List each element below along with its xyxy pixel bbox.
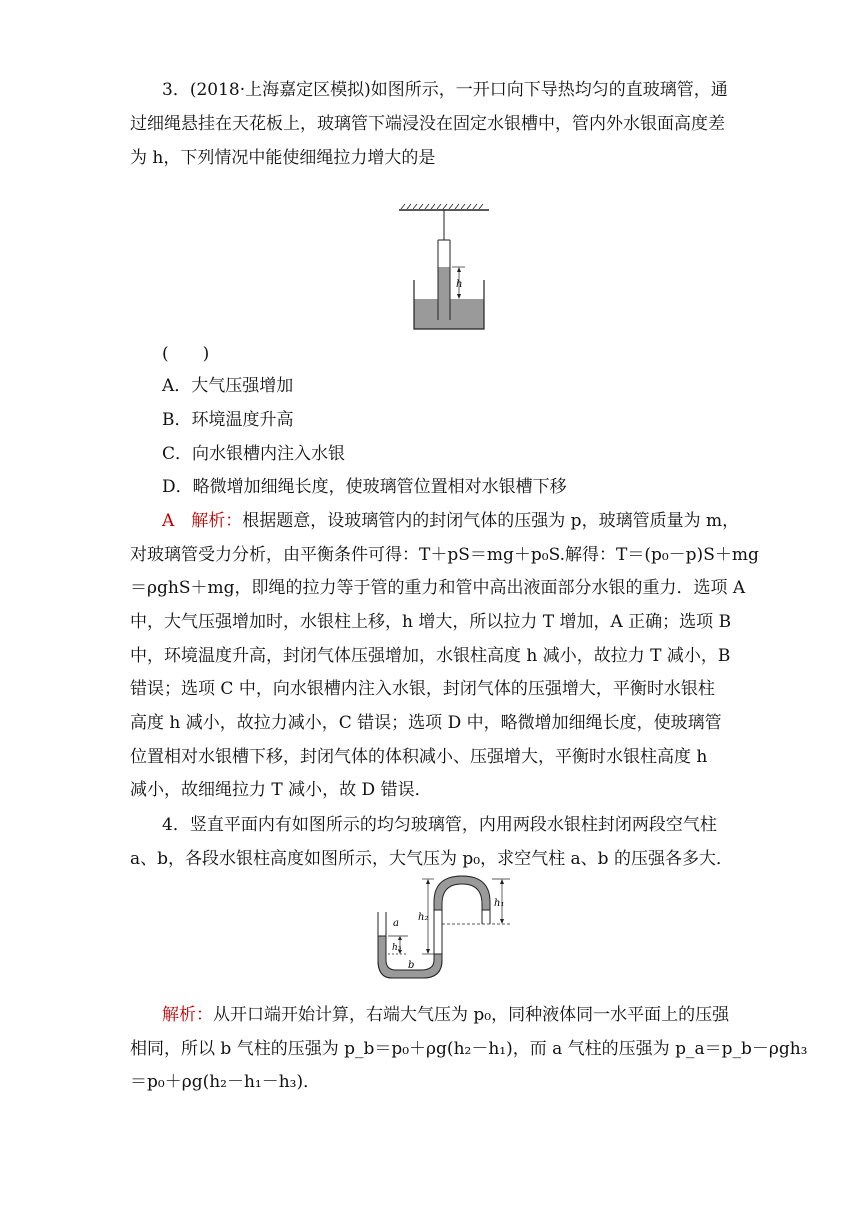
q3-line-1: 3．(2018·上海嘉定区模拟)如图所示，一开口向下导热均匀的直玻璃管，通 bbox=[162, 80, 728, 100]
q3-analysis-line-1 bbox=[162, 511, 739, 531]
q4-line-2: a、b，各段水银柱高度如图所示，大气压为 p₀，求空气柱 a、b 的压强各多大． bbox=[130, 849, 733, 869]
q3-analysis-line-6: 错误；选项 C 中，向水银槽内注入水银，封闭气体的压强增大，平衡时水银柱 bbox=[130, 679, 715, 699]
q3-option-c: C．向水银槽内注入水银 bbox=[162, 444, 346, 464]
q3-analysis-line-8: 位置相对水银槽下移，封闭气体的体积减小、压强增大，平衡时水银柱高度 h bbox=[130, 747, 708, 767]
q4-figure-a-label: a bbox=[393, 918, 399, 929]
q4-figure-b-label: b bbox=[408, 960, 415, 971]
q3-answer: A bbox=[162, 511, 175, 531]
q3-analysis-label: 解析： bbox=[191, 511, 243, 531]
q3-option-d: D．略微增加细绳长度，使玻璃管位置相对水银槽下移 bbox=[162, 477, 567, 497]
q3-figure-h-label: h bbox=[456, 279, 463, 290]
q4-figure-h2-label: h₂ bbox=[418, 912, 429, 923]
q4-analysis-line-1 bbox=[162, 1005, 729, 1025]
q4-analysis-text-1: 从开口端开始计算，右端大气压为 p₀，同种液体同一水平面上的压强 bbox=[213, 1005, 730, 1025]
q3-answer-paren: ( ) bbox=[162, 344, 210, 364]
q4-analysis-line-2: 相同，所以 b 气柱的压强为 p_b＝p₀＋ρg(h₂－h₁)，而 a 气柱的压强为 p_a＝p_b－ρgh₃ bbox=[130, 1039, 808, 1059]
q3-analysis-line-5: 中，环境温度升高，封闭气体压强增加，水银柱高度 h 减小，故拉力 T 减小，B bbox=[130, 646, 731, 666]
q4-analysis-line-3: ＝p₀＋ρg(h₂－h₁－h₃)． bbox=[130, 1072, 321, 1092]
q3-line-2: 过细绳悬挂在天花板上，玻璃管下端浸没在固定水银槽中，管内外水银面高度差 bbox=[130, 114, 725, 134]
q4-figure-h3-label: h₃ bbox=[392, 943, 402, 953]
q3-figure bbox=[395, 203, 495, 335]
q4-analysis-label: 解析： bbox=[162, 1005, 213, 1025]
q3-option-a: A．大气压强增加 bbox=[162, 376, 294, 396]
q3-analysis-line-4: 中，大气压强增加时，水银柱上移，h 增大，所以拉力 T 增加，A 正确；选项 B bbox=[130, 612, 732, 632]
q3-option-b: B．环境温度升高 bbox=[162, 410, 294, 430]
q3-line-3: 为 h，下列情况中能使细绳拉力增大的是 bbox=[130, 148, 436, 168]
q3-analysis-line-2: 对玻璃管受力分析，由平衡条件可得：T＋pS＝mg＋p₀S.解得：T＝(p₀－p)S＋mg bbox=[130, 545, 759, 565]
q4-figure bbox=[374, 874, 520, 984]
q3-analysis-line-9: 减小，故细绳拉力 T 减小，故 D 错误． bbox=[130, 780, 432, 800]
q3-analysis-line-3: ＝ρghS＋mg，即绳的拉力等于管的重力和管中高出液面部分水银的重力．选项 A bbox=[130, 578, 746, 598]
q3-analysis-text-1: 根据题意，设玻璃管内的封闭气体的压强为 p，玻璃管质量为 m， bbox=[242, 511, 740, 531]
q3-analysis-line-7: 高度 h 减小，故拉力减小，C 错误；选项 D 中，略微增加细绳长度，使玻璃管 bbox=[130, 713, 722, 733]
q4-figure-h1-label: h₁ bbox=[494, 898, 505, 909]
q4-line-1: 4．竖直平面内有如图所示的均匀玻璃管，内用两段水银柱封闭两段空气柱 bbox=[162, 815, 717, 835]
